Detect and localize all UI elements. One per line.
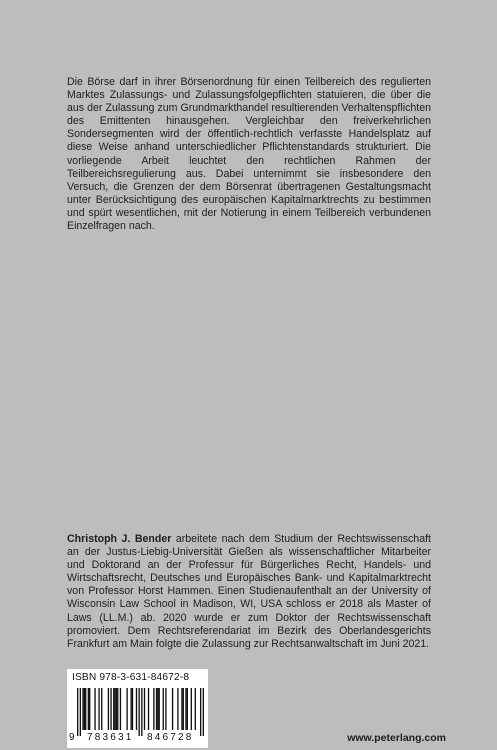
- barcode-digits-right: 846728: [147, 732, 194, 743]
- barcode-bar: [203, 688, 204, 736]
- barcode-bar: [159, 688, 160, 730]
- barcode-bar: [94, 688, 95, 730]
- barcode-bar: [116, 688, 117, 730]
- barcode-icon: [77, 688, 204, 736]
- barcode-bar: [110, 688, 111, 730]
- barcode-digit-first: 9: [69, 732, 75, 743]
- barcode-bar: [84, 688, 85, 730]
- barcode-bar: [136, 688, 137, 730]
- barcode-bar: [80, 688, 81, 736]
- barcode-bar: [191, 688, 192, 730]
- barcode-bar: [141, 688, 142, 736]
- barcode-bar: [113, 688, 114, 730]
- barcode-bar: [132, 688, 133, 730]
- barcode-bar: [172, 688, 173, 730]
- barcode-bar: [89, 688, 90, 730]
- barcode-bar: [187, 688, 188, 730]
- barcode-bar: [156, 688, 157, 730]
- barcode-bar: [144, 688, 145, 730]
- barcode-digits: [67, 732, 208, 746]
- isbn-barcode-block: [67, 669, 208, 748]
- barcode-bar: [153, 688, 154, 730]
- barcode-bar: [108, 688, 109, 730]
- barcode-bar: [177, 688, 178, 730]
- barcode-bar: [120, 688, 121, 730]
- barcode-bar: [98, 688, 99, 730]
- barcode-bar: [82, 688, 83, 730]
- author-name: Christoph J. Bender: [67, 533, 172, 545]
- barcode-bar: [200, 688, 201, 736]
- barcode-bar: [195, 688, 196, 730]
- barcode-bar: [185, 688, 186, 730]
- barcode-bar: [114, 688, 115, 730]
- barcode-bar: [126, 688, 127, 730]
- barcode-bar: [117, 688, 118, 730]
- blurb-text: Die Börse darf in ihrer Börsenordnung für einen Teilbereich des regulierten Marktes Zulassungs- und Zulassungsfolgepflichten statuieren, die über die aus der Zulassung zum Grundmarkthandel resultierenden Verhaltenspflichten des Emittenten hinausgehen. Vergleichbar den freiverkehrlichen Sondersegmenten wird der öffentlich-rechtlich verfasste Handelsplatz auf diese Weise anhand unterschiedlicher Pflichtenstandards strukturiert. Die vorliegende Arbeit leuchtet den rechtlichen Rahmen der Teilbereichsregulierung aus. Dabei unternimmt sie insbesondere den Versuch, die Grenzen der dem Börsenrat übertragenen Gestaltungsmacht unter Berücksichtigung des europäischen Kapitalmarktrechts zu bestimmen und spürt wesentlichen, mit der Notierung in einem Teilbereich verbundenen Einzelfragen nach.: [67, 76, 431, 233]
- publisher-url: www.peterlang.com: [347, 732, 446, 744]
- barcode-bar: [181, 688, 182, 730]
- isbn-label: ISBN 978-3-631-84672-8: [72, 672, 190, 683]
- barcode-bar: [85, 688, 86, 730]
- back-cover-blurb: [67, 76, 431, 233]
- barcode-bar: [148, 688, 149, 730]
- barcode-bar: [163, 688, 164, 730]
- barcode-bar: [101, 688, 102, 730]
- barcode-bar: [165, 688, 166, 730]
- author-bio: [67, 533, 431, 651]
- barcode-bar: [138, 688, 139, 736]
- barcode-bar: [88, 688, 89, 730]
- author-bio-paragraph: [67, 533, 431, 651]
- barcode-bar: [183, 688, 184, 730]
- barcode-digits-left: 783631: [87, 732, 134, 743]
- barcode-bar: [157, 688, 158, 730]
- barcode-bar: [130, 688, 131, 730]
- barcode-bar: [77, 688, 78, 736]
- author-bio-text: arbeitete nach dem Studium der Rechtswissenschaft an der Justus-Liebig-Universität Gießen als wissenschaftlicher Mitarbeiter und Doktorand an der Professur für Bürgerliches Recht, Handels- und Wirtschaftsrecht, Deutsches und Europäisches Bank- und Kapitalmarktrecht von Professor Horst Hammen. Einen Studienaufenthalt an der University of Wisconsin Law School in Madison, WI, USA schloss er 2018 als Master of Laws (LL.M.) ab. 2020 wurde er zum Doktor der Rechtswissenschaft promoviert. Dem Rechtsreferendariat im Bezirk des Oberlandesgerichts Frankfurt am Main folgte die Zulassung zur Rechtsanwaltschaft im Juni 2021.: [67, 533, 431, 650]
